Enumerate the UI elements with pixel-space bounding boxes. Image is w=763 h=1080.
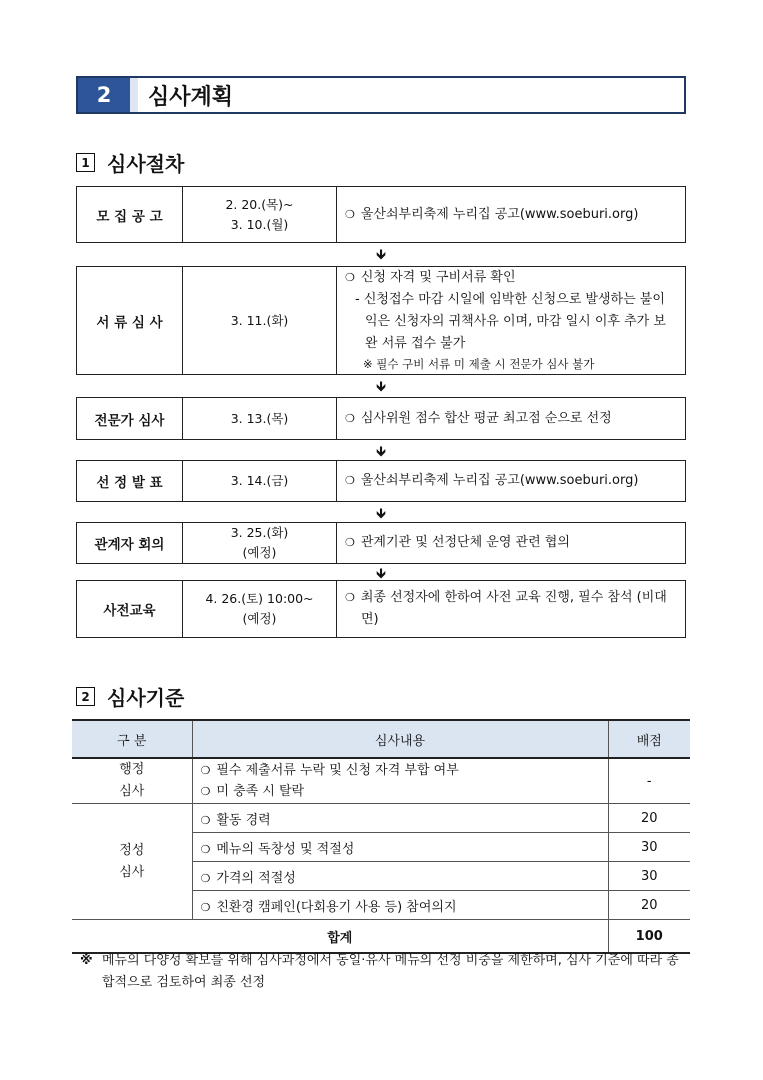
- criteria-item: ❍ 필수 제출서류 누락 및 신청 자격 부합 여부: [201, 760, 608, 781]
- category-quality: 정성 심사: [72, 804, 192, 920]
- stage-content: ❍ 신청 자격 및 구비서류 확인: [345, 267, 677, 289]
- procedure-row: [76, 397, 686, 440]
- section-header: [76, 76, 686, 114]
- criteria-item: ❍ 가격의 적절성: [201, 871, 296, 886]
- footnote: [80, 950, 690, 994]
- procedure-row: [76, 266, 686, 375]
- procedure-row: [76, 186, 686, 243]
- section-number: 2: [78, 78, 130, 112]
- stage-label: 전문가 심사: [77, 398, 183, 439]
- content-cell: [192, 833, 608, 862]
- procedure-title: 심사절차: [107, 152, 185, 176]
- stage-label: 선 정 발 표: [77, 461, 183, 501]
- stage-date: 3. 14.(금): [183, 461, 337, 501]
- total-row: [72, 920, 690, 954]
- stage-content: ❍ 관계기관 및 선정단체 운영 관련 협의: [345, 532, 677, 554]
- stage-content: ❍ 울산쇠부리축제 누리집 공고(www.soeburi.org): [345, 470, 677, 492]
- criteria-item: ❍ 친환경 캠페인(다회용기 사용 등) 참여의지: [201, 900, 457, 915]
- criteria-item: ❍ 미 충족 시 탈락: [201, 781, 608, 802]
- points-cell: 30: [608, 833, 690, 862]
- points-cell: 20: [608, 804, 690, 833]
- criteria-title: 심사기준: [107, 686, 185, 710]
- stage-date: 3. 11.(화): [183, 267, 337, 374]
- stage-label: 관계자 회의: [77, 523, 183, 563]
- points-cell: -: [608, 758, 690, 804]
- procedure-row: [76, 460, 686, 502]
- footnote-mark: ※: [80, 953, 93, 968]
- content-cell: [192, 891, 608, 920]
- category-admin: 행정 심사: [72, 758, 192, 804]
- procedure-number: 1: [76, 153, 95, 172]
- procedure-row: [76, 522, 686, 564]
- header-category: 구 분: [72, 720, 192, 758]
- stage-content: ❍ 심사위원 점수 합산 평균 최고점 순으로 선정: [345, 408, 677, 430]
- points-cell: 20: [608, 891, 690, 920]
- stage-label: 모 집 공 고: [77, 187, 183, 242]
- footnote-text: 메뉴의 다양성 확보를 위해 심사과정에서 동일·유사 메뉴의 선정 비중을 제한하며, 심사 기준에 따라 종합적으로 검토하여 최종 선정: [102, 953, 679, 990]
- stage-subnote: - 신청접수 마감 시일에 임박한 신청으로 발생하는 불이익은 신청자의 귀책사유 이며, 마감 일시 이후 추가 보완 서류 접수 불가: [355, 292, 666, 351]
- header-content: 심사내용: [192, 720, 608, 758]
- section-title: 심사계획: [148, 84, 234, 110]
- points-cell: 30: [608, 862, 690, 891]
- down-arrow-icon: 🡻: [375, 247, 387, 263]
- stage-date: 3. 13.(목): [183, 398, 337, 439]
- total-label: 합계: [72, 920, 608, 954]
- stage-label: 서 류 심 사: [77, 267, 183, 374]
- criteria-number: 2: [76, 687, 95, 706]
- table-row: [72, 758, 690, 804]
- table-row: [72, 804, 690, 833]
- down-arrow-icon: 🡻: [375, 444, 387, 460]
- down-arrow-icon: 🡻: [375, 506, 387, 522]
- criteria-item: ❍ 활동 경력: [201, 813, 271, 828]
- stage-content: ❍ 최종 선정자에 한하여 사전 교육 진행, 필수 참석 (비대면): [345, 587, 677, 631]
- down-arrow-icon: 🡻: [375, 379, 387, 395]
- stage-date: 3. 25.(화) (예정): [183, 523, 337, 563]
- section-divider: [130, 78, 138, 112]
- criteria-heading: [76, 682, 184, 711]
- total-points: 100: [608, 920, 690, 954]
- table-header-row: [72, 720, 690, 758]
- content-cell: [192, 862, 608, 891]
- stage-date: 2. 20.(목)~ 3. 10.(월): [183, 187, 337, 242]
- content-cell: [192, 804, 608, 833]
- procedure-heading: [76, 148, 184, 177]
- stage-label: 사전교육: [77, 581, 183, 637]
- stage-content: ❍ 울산쇠부리축제 누리집 공고(www.soeburi.org): [345, 204, 677, 226]
- procedure-row: [76, 580, 686, 638]
- header-points: 배점: [608, 720, 690, 758]
- criteria-table: [72, 719, 690, 954]
- criteria-item: ❍ 메뉴의 독창성 및 적절성: [201, 842, 355, 857]
- stage-footnote: ※ 필수 구비 서류 미 제출 시 전문가 심사 불가: [363, 357, 595, 371]
- content-cell: [192, 758, 608, 804]
- down-arrow-icon: 🡻: [375, 566, 387, 582]
- stage-date: 4. 26.(토) 10:00~ (예정): [183, 581, 337, 637]
